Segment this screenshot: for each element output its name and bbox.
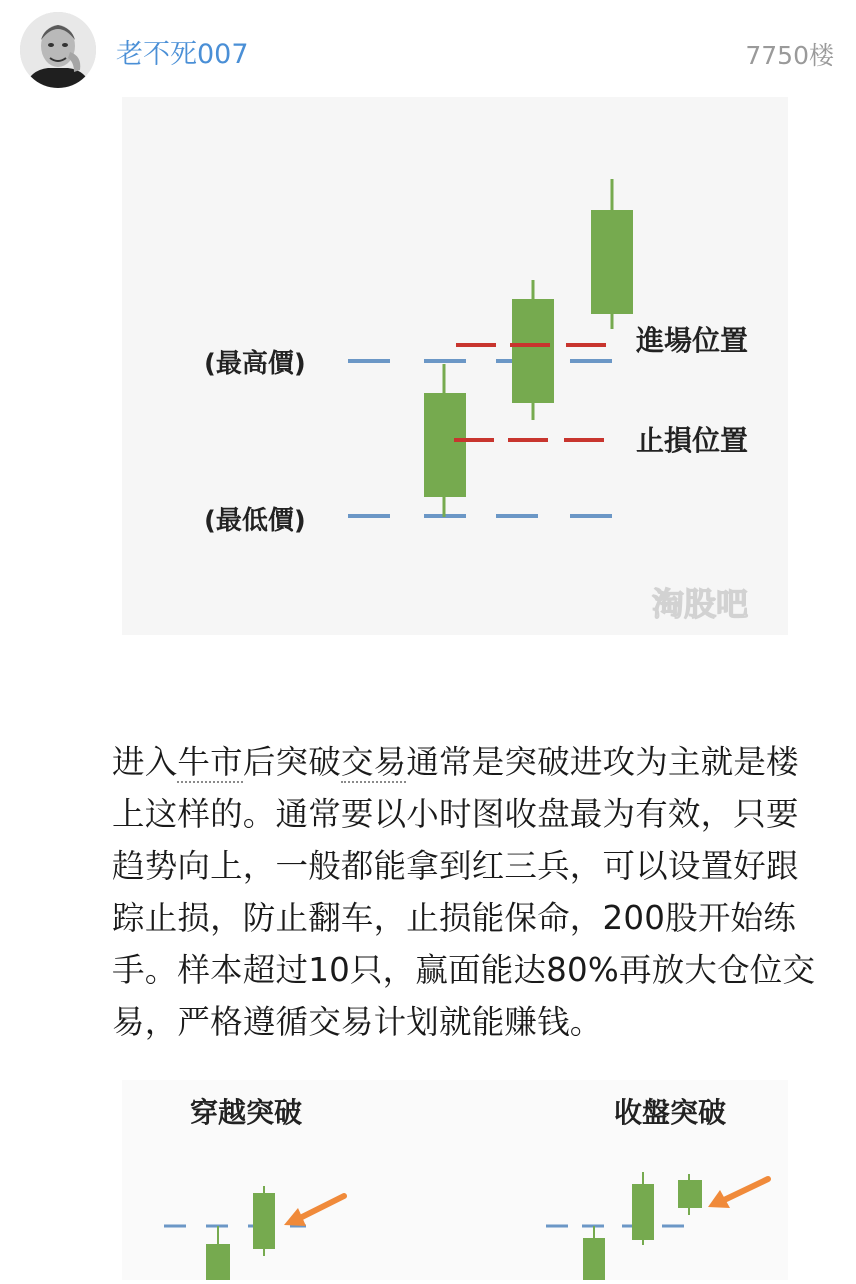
stop-loss-label: 止損位置 xyxy=(636,424,749,457)
post-header xyxy=(0,0,856,100)
avatar-photo-icon xyxy=(20,12,96,88)
left-panel-title: 穿越突破 xyxy=(190,1096,303,1129)
topic-link-bull-market[interactable]: 牛市 xyxy=(177,743,243,781)
candlestick-diagram xyxy=(122,97,788,635)
left-arrow-icon xyxy=(284,1196,344,1226)
text-segment: 进入 xyxy=(112,743,178,781)
high-price-label: (最高價) xyxy=(204,349,306,379)
breakout-chart-image[interactable] xyxy=(122,97,788,635)
floor-number: 7750楼 xyxy=(745,41,834,70)
right-candle-3 xyxy=(678,1174,702,1215)
right-arrow-icon xyxy=(708,1179,768,1208)
avatar[interactable] xyxy=(20,12,96,88)
text-segment: 后突破 xyxy=(242,743,341,781)
left-candle-2 xyxy=(253,1186,275,1256)
entry-position-label: 進場位置 xyxy=(636,324,749,357)
low-price-label: (最低價) xyxy=(204,506,306,536)
watermark: 淘股吧 xyxy=(652,585,749,623)
author-name[interactable]: 老不死007 xyxy=(116,39,249,70)
text-segment: 通常是突破进攻为主就是楼上这样的。通常要以小时图收盘最为有效，只要趋势向上，一般都能拿到红三兵，可以设置好跟踪止损，防止翻车，止损能保命，200股开始练手。样本超过10只，赢面能达80%再放大仓位交易，严格遵循交易计划就能赚钱。 xyxy=(112,743,816,1041)
left-candle-1 xyxy=(206,1226,230,1280)
post-body-text xyxy=(112,736,824,1048)
breakout-types-image[interactable] xyxy=(122,1080,788,1280)
right-panel-title: 收盤突破 xyxy=(614,1096,727,1129)
topic-link-trading[interactable]: 交易 xyxy=(340,743,407,781)
right-candle-2 xyxy=(632,1172,654,1245)
right-candle-1 xyxy=(583,1226,605,1280)
breakout-types-diagram xyxy=(122,1080,788,1280)
candle-3 xyxy=(591,179,633,329)
candle-2 xyxy=(512,280,554,420)
